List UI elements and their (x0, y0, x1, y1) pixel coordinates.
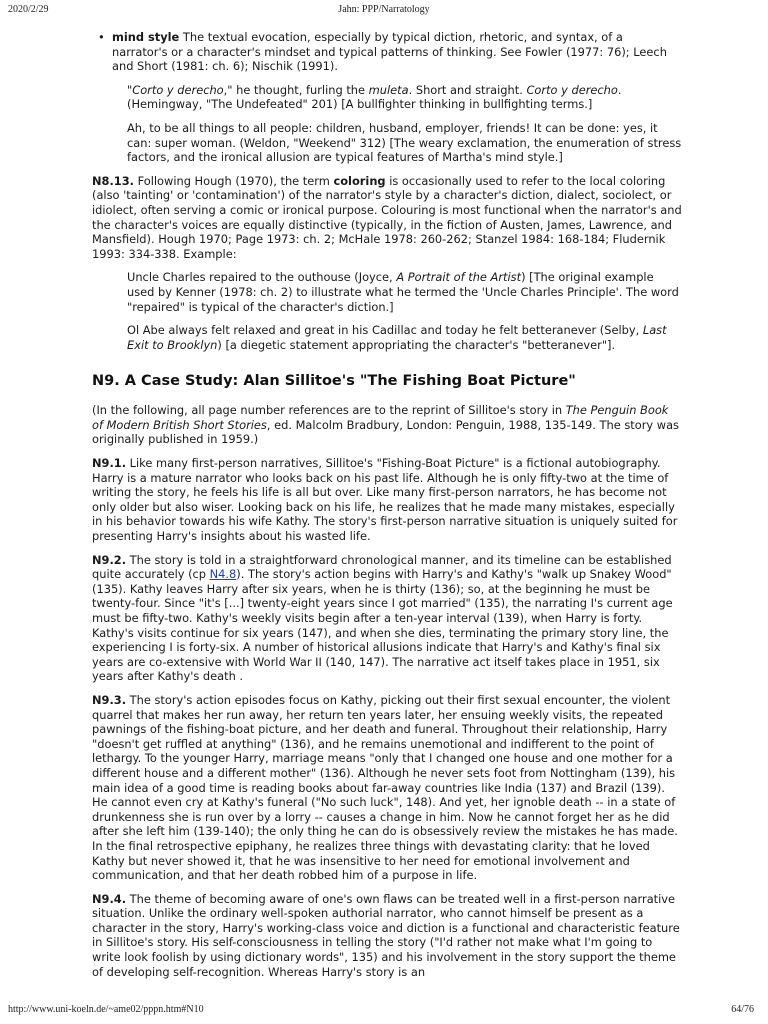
link-n4-8[interactable]: N4.8 (209, 567, 237, 582)
page-url: http://www.uni-koeln.de/~ame02/pppn.htm#N10 (8, 1004, 204, 1015)
section-heading-n9: N9. A Case Study: Alan Sillitoe's "The Fishing Boat Picture" (92, 373, 576, 390)
paragraph-number: N8.13. (92, 173, 134, 188)
paragraph-number: N9.3. (92, 692, 127, 707)
paragraph-n9-2: N9.2. The story is told in a straightforward chronological manner, and its timeline can be established quite accurately (cp N4.8). The story's action begins with Harry's and Kathy's "walk up Snakey Wood" (135). Kathy leaves Harry after six years, when he is thirty (136); so, at the beginning he must be twenty-four. Since "it's [...] twenty-eight years since I got married" (135), the narrating I's current age must be fifty-two. Kathy's weekly visits begin after a ten-year interval (139), when Harry is forty. Kathy's visits continue for six years (147), and when she dies, terminating the primary story line, the experiencing I is forty-six. A number of historical allusions indicate that Harry's and Kathy's final six years are co-extensive with World War II (140, 147). The narrative act itself takes place in 1951, six years after Kathy's death . (92, 552, 673, 684)
bullet-icon: • (98, 30, 105, 44)
example-joyce: Uncle Charles repaired to the outhouse (Joyce, A Portrait of the Artist) [The original example used by Kenner (1978: ch. 2) to illustrate what he termed the 'Uncle Charles Principle'. The word "repaired" is typical of the character's diction.] (127, 270, 679, 314)
term-mind-style: mind style (112, 30, 180, 44)
paragraph-number: N9.4. (92, 891, 127, 906)
mind-style-entry (92, 30, 682, 74)
article-body (92, 30, 682, 988)
paragraph-n9-4: N9.4. The theme of becoming aware of one's own flaws can be treated well in a first-person narrative situation. Unlike the ordinary well-spoken authorial narrator, who cannot himself be present as a character in the story, Harry's working-class voice and diction is a functional and characteristic feature in Sillitoe's story. His self-consciousness in telling the story ("I'd rather not make what I'm going to write look foolish by using dictionary words", 135) and his involvement in the story support the theme of developing self-recognition. Whereas Harry's story is an (92, 891, 680, 979)
page-footer (0, 1004, 768, 1018)
paragraph-n9-3: N9.3. The story's action episodes focus on Kathy, picking out their first sexual encounter, the violent quarrel that makes her run away, her return ten years later, her ensuing weekly visits, the repeated pawnings of the fishing-boat picture, and her death and funeral. Throughout their relationship, Harry "doesn't get ruffled at anything" (136), and he remains unemotional and indifferent to the point of lethargy. To the younger Harry, marriage means "only that I changed one house and one mother for a different house and a different mother" (136). Although he never sets foot from Nottingham (139), his main idea of a good time is reading books about far-away countries like India (137) and Brazil (139). He cannot even cry at Kathy's funeral ("No such luck", 148). And yet, her ignoble death -- in a state of drunkenness she is run over by a lorry -- causes a change in him. Now he cannot forget her as he did after she left him (139-140); the only thing he can do is obsessively review the mistakes he has made. In the final retrospective epiphany, he realizes three things with devastating clarity: that he loved Kathy but never showed it, that he was insensitive to her need for emotional involvement and communication, and that her death robbed him of a purpose in life. (92, 692, 678, 883)
page-header (0, 2, 768, 18)
paragraph-n8-13: N8.13. Following Hough (1970), the term coloring is occasionally used to refer to the local coloring (also 'tainting' or 'contamination') of the narrator's style by a character's diction, dialect, sociolect, or idiolect, often serving a comic or ironical purpose. Colouring is most functional when the narrator's and the character's voices are equally distinctive (typically, in the fiction of Austen, James, Lawrence, and Mansfield). Hough 1970; Page 1973: ch. 2; McHale 1978: 260-262; Stanzel 1984: 168-184; Fludernik 1993: 334-338. Example: (92, 173, 682, 261)
term-coloring: coloring (333, 173, 386, 188)
paragraph-n9-1: N9.1. Like many first-person narratives, Sillitoe's "Fishing-Boat Picture" is a fictional autobiography. Harry is a mature narrator who looks back on his past life. Although he is only fifty-two at the time of writing the story, he feels his life is all but over. Like many first-person narrators, he has become not only older but also wiser. Looking back on his life, he realizes that he made many mistakes, especially in his behavior towards his wife Kathy. The story's first-person narrative situation is uniquely suited for presenting Harry's insights about his wasted life. (92, 456, 678, 544)
case-study-intro: (In the following, all page number references are to the reprint of Sillitoe's story in The Penguin Book of Modern British Short Stories, ed. Malcolm Bradbury, London: Penguin, 1988, 135-149. The story was originally published in 1959.) (92, 403, 679, 447)
example-weldon: Ah, to be all things to all people: children, husband, employer, friends! It can be done: yes, it can: super woman. (Weldon, "Weekend" 312) [The weary exclamation, the enumeration of stress factors, and the ironical allusion are typical features of Martha's mind style.] (127, 120, 682, 165)
mind-style-definition: mind style The textual evocation, especially by typical diction, rhetoric, and syntax, of a narrator's or a character's mindset and typical patterns of thinking. See Fowler (1977: 76); Leech and Short (1981: ch. 6); Nischik (1991). (112, 30, 667, 74)
paragraph-number: N9.1. (92, 456, 127, 471)
example-hemingway: "Corto y derecho," he thought, furling the muleta. Short and straight. Corto y derecho. (Hemingway, "The Undefeated" 201) [A bullfighter thinking in bullfighting terms.] (127, 82, 622, 112)
page-number: 64/76 (731, 1004, 754, 1015)
example-selby: Ol Abe always felt relaxed and great in his Cadillac and today he felt betteranever (Selby, Last Exit to Brooklyn) [a diegetic statement appropriating the character's "betteranever"]. (127, 323, 667, 352)
paragraph-number: N9.2. (92, 552, 127, 567)
print-date: 2020/2/29 (8, 4, 49, 15)
document-title: Jahn: PPP/Narratology (338, 4, 430, 15)
